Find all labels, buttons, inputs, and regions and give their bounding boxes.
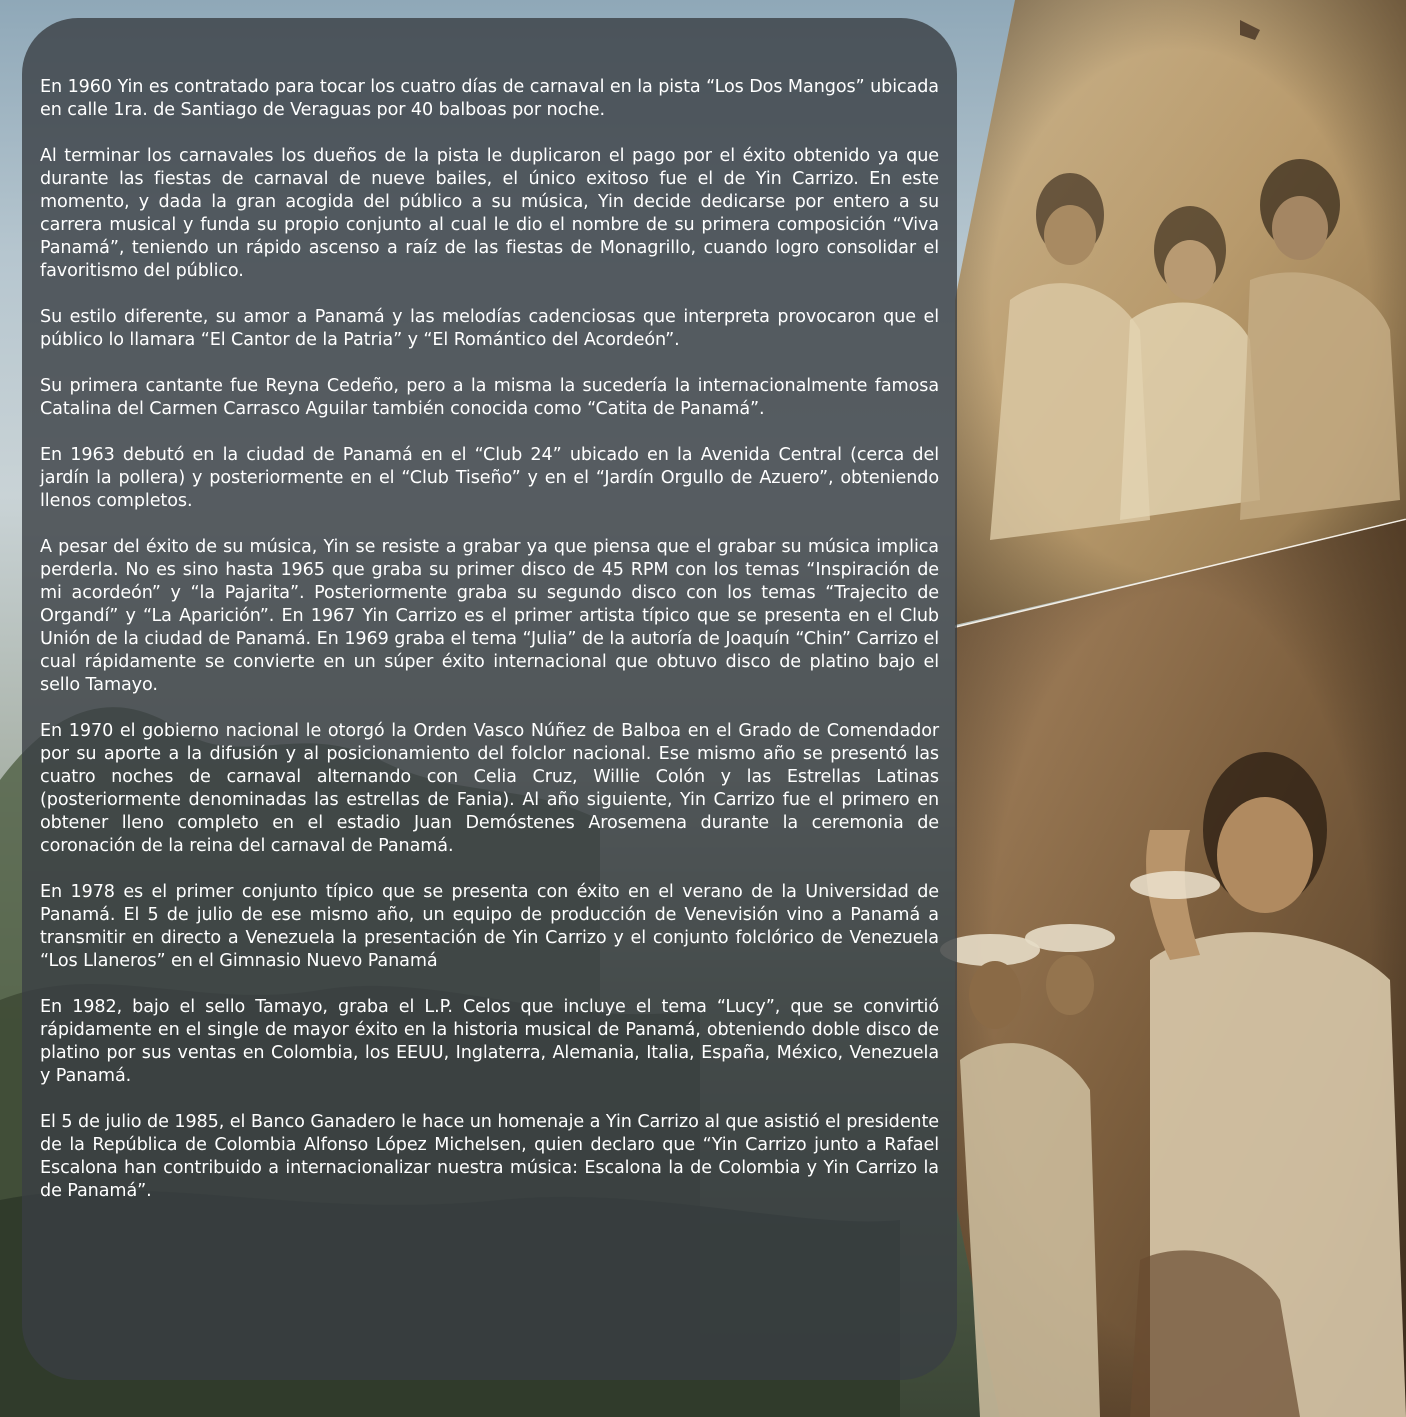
paragraph-1978: En 1978 es el primer conjunto típico que se presenta con éxito en el verano de la Universidad de Panamá. El 5 de julio de ese mismo año, un equipo de producción de Venevisión vino a Panamá a transmitir en directo a Venezuela la presentación de Yin Carrizo y el conjunto folclórico de Venezuela “Los Llaneros” en el Gimnasio Nuevo Panamá (40, 882, 939, 971)
paragraph-1970: En 1970 el gobierno nacional le otorgó la Orden Vasco Núñez de Balboa en el Grado de Comendador por su aporte a la difusión y al posicionamiento del folclor nacional. Ese mismo año se presentó las cuatro noches de carnaval alternando con Celia Cruz, Willie Colón y las Estrellas Latinas (posteriormente denominadas las estrellas de Fania). Al año siguiente, Yin Carrizo fue el primero en obtener lleno completo en el estadio Juan Demóstenes Arosemena durante la ceremonia de coronación de la reina del carnaval de Panamá. (40, 721, 939, 856)
paragraph-1982: En 1982, bajo el sello Tamayo, graba el L.P. Celos que incluye el tema “Lucy”, que se convirtió rápidamente en el single de mayor éxito en la historia musical de Panamá, obteniendo doble disco de platino por sus ventas en Colombia, los EEUU, Inglaterra, Alemania, Italia, España, México, Venezuela y Panamá. (40, 997, 939, 1086)
paragraph-1963: En 1963 debutó en la ciudad de Panamá en el “Club 24” ubicado en la Avenida Central (cerca del jardín la pollera) y posteriormente en el “Club Tiseño” y en el “Jardín Orgullo de Azuero”, obteniendo llenos completos. (40, 445, 939, 511)
paragraph-cantante: Su primera cantante fue Reyna Cedeño, pero a la misma la sucedería la internacionalmente famosa Catalina del Carmen Carrasco Aguilar también conocida como “Catita de Panamá”. (40, 376, 939, 419)
crowd-photo (940, 520, 1406, 1417)
family-photo (955, 0, 1406, 625)
biography-text-panel (22, 18, 957, 1380)
paragraph-grabaciones: A pesar del éxito de su música, Yin se resiste a grabar ya que piensa que el grabar su música implica perderla. No es sino hasta 1965 que graba su primer disco de 45 RPM con los temas “Inspiración de mi acordeón” y “la Pajarita”. Posteriormente graba su segundo disco con los temas “Trajecito de Organdí” y “La Aparición”. En 1967 Yin Carrizo es el primer artista típico que se presenta en el Club Unión de la ciudad de Panamá. En 1969 graba el tema “Julia” de la autoría de Joaquín “Chin” Carrizo el cual rápidamente se convierte en un súper éxito internacional que obtuvo disco de platino bajo el sello Tamayo. (40, 537, 939, 695)
paragraph-1985: El 5 de julio de 1985, el Banco Ganadero le hace un homenaje a Yin Carrizo al que asistió el presidente de la República de Colombia Alfonso López Michelsen, quien declaro que “Yin Carrizo junto a Rafael Escalona han contribuido a internacionalizar nuestra música: Escalona la de Colombia y Yin Carrizo la de Panamá”. (40, 1112, 939, 1201)
paragraph-1960: En 1960 Yin es contratado para tocar los cuatro días de carnaval en la pista “Los Dos Mangos” ubicada en calle 1ra. de Santiago de Veraguas por 40 balboas por noche. (40, 77, 939, 120)
paragraph-estilo: Su estilo diferente, su amor a Panamá y las melodías cadenciosas que interpreta provocaron que el público lo llamara “El Cantor de la Patria” y “El Romántico del Acordeón”. (40, 307, 939, 350)
paragraph-carnaval: Al terminar los carnavales los dueños de la pista le duplicaron el pago por el éxito obtenido ya que durante las fiestas de carnaval de nueve bailes, el único exitoso fue el de Yin Carrizo. En este momento, y dada la gran acogida del público a su música, Yin decide dedicarse por entero a su carrera musical y funda su propio conjunto al cual le dio el nombre de su primera composición “Viva Panamá”, teniendo un rápido ascenso a raíz de las fiestas de Monagrillo, cuando logro consolidar el favoritismo del público. (40, 146, 939, 281)
